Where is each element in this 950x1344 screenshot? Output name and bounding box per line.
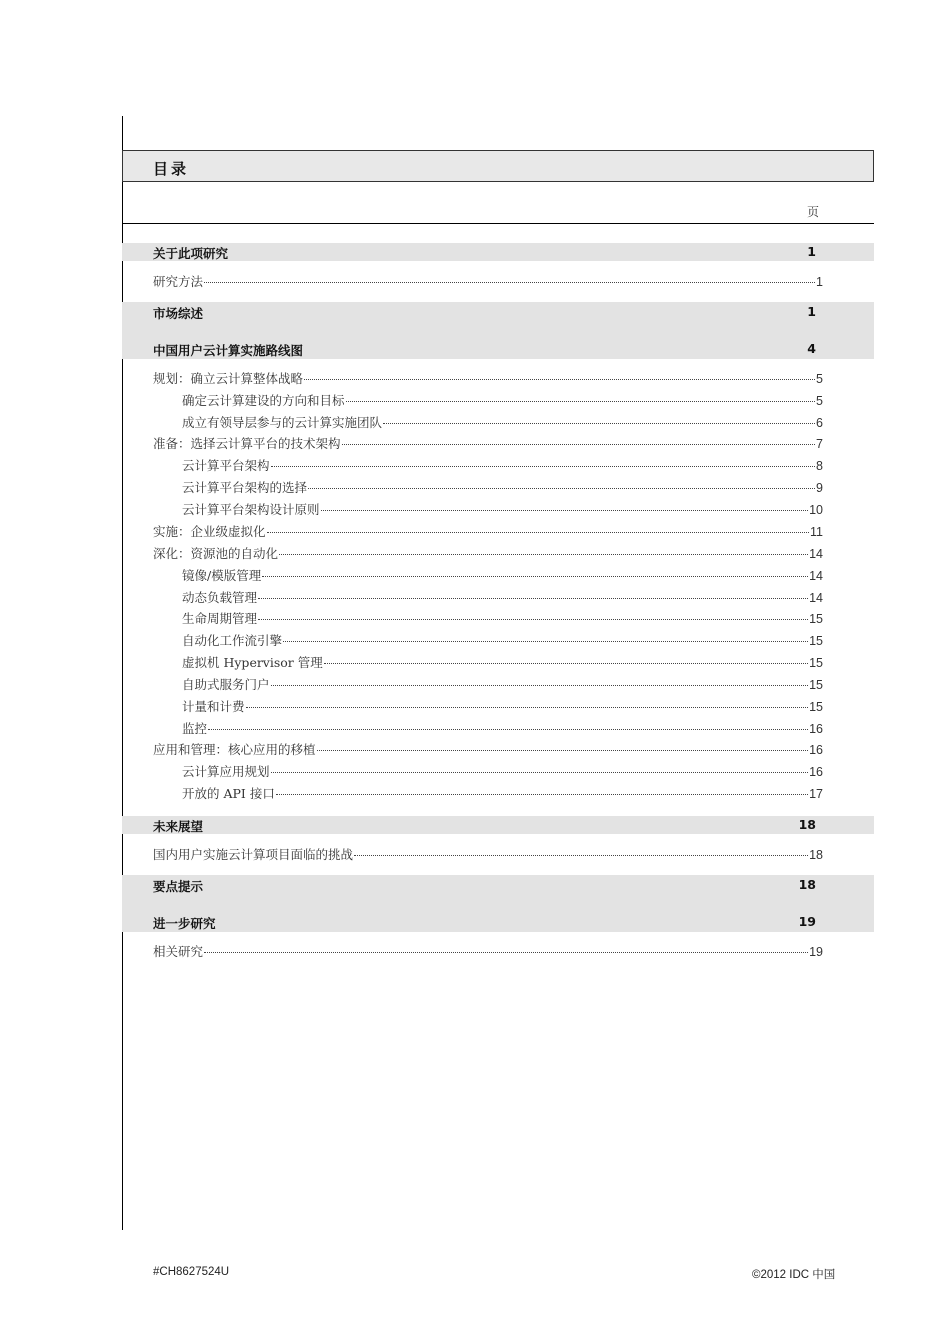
toc-section-label: 关于此项研究 (153, 246, 229, 261)
toc-entry[interactable] (153, 845, 823, 863)
leader-dots (276, 794, 808, 795)
leader-dots (271, 772, 809, 773)
toc-section[interactable] (153, 877, 816, 895)
toc-entry-page: 18 (809, 848, 823, 862)
leader-dots (258, 619, 808, 620)
toc-entry-label: 计量和计费 (182, 699, 245, 714)
toc-entry[interactable] (153, 544, 823, 562)
toc-subentry[interactable] (182, 675, 823, 693)
toc-entry-page: 15 (809, 678, 823, 692)
toc-entry-label: 实施：企业级虚拟化 (153, 524, 266, 539)
toc-entry-label: 生命周期管理 (182, 611, 258, 626)
toc-entry-page: 19 (809, 945, 823, 959)
toc-section-page: 1 (807, 304, 816, 319)
toc-section-page: 4 (807, 341, 816, 356)
toc-header-bar (122, 150, 874, 182)
leader-dots (308, 488, 815, 489)
toc-entry-page: 16 (809, 765, 823, 779)
toc-subentry[interactable] (182, 653, 823, 671)
toc-entry-page: 5 (816, 394, 823, 408)
section-band (122, 875, 874, 932)
toc-entry-page: 5 (816, 372, 823, 386)
section-band (122, 243, 874, 261)
leader-dots (258, 598, 808, 599)
toc-subentry[interactable] (182, 456, 823, 474)
toc-entry-label: 开放的 API 接口 (182, 786, 275, 801)
leader-dots (271, 685, 809, 686)
toc-entry-page: 14 (809, 547, 823, 561)
toc-subentry[interactable] (182, 566, 823, 584)
toc-entry[interactable] (153, 434, 823, 452)
toc-entry[interactable] (153, 942, 823, 960)
toc-section[interactable] (153, 341, 816, 359)
toc-entry-page: 15 (809, 700, 823, 714)
toc-entry-label: 镜像/模版管理 (182, 568, 262, 583)
toc-entry[interactable] (153, 369, 823, 387)
toc-entry-label: 应用和管理：核心应用的移植 (153, 742, 316, 757)
toc-subentry[interactable] (182, 500, 823, 518)
left-margin-rule (122, 116, 123, 1230)
toc-subentry[interactable] (182, 391, 823, 409)
toc-entry-page: 15 (809, 634, 823, 648)
toc-entry-page: 16 (809, 743, 823, 757)
toc-section[interactable] (153, 244, 816, 262)
toc-entry-label: 动态负载管理 (182, 590, 258, 605)
toc-entry-label: 规划：确立云计算整体战略 (153, 371, 304, 386)
toc-section-label: 要点提示 (153, 879, 204, 894)
toc-subentry[interactable] (182, 762, 823, 780)
leader-dots (283, 641, 808, 642)
leader-dots (321, 510, 809, 511)
copyright: ©2012 IDC 中国 (752, 1269, 836, 1281)
toc-entry-label: 确定云计算建设的方向和目标 (182, 393, 345, 408)
toc-entry-label: 自助式服务门户 (182, 677, 270, 692)
toc-subentry[interactable] (182, 413, 823, 431)
toc-subentry[interactable] (182, 631, 823, 649)
toc-entry[interactable] (153, 522, 823, 540)
toc-section-page: 1 (807, 244, 816, 259)
toc-entry-page: 9 (816, 481, 823, 495)
toc-entry-label: 云计算平台架构 (182, 458, 270, 473)
leader-dots (204, 282, 815, 283)
leader-dots (317, 750, 809, 751)
section-band (122, 302, 874, 359)
toc-entry-page: 17 (809, 787, 823, 801)
toc-entry-label: 成立有领导层参与的云计算实施团队 (182, 415, 383, 430)
toc-entry-page: 15 (809, 656, 823, 670)
toc-entry-label: 云计算平台架构设计原则 (182, 502, 320, 517)
leader-dots (342, 444, 816, 445)
toc-entry[interactable] (153, 272, 823, 290)
toc-subentry[interactable] (182, 588, 823, 606)
toc-entry-label: 研究方法 (153, 274, 204, 289)
toc-entry-page: 10 (809, 503, 823, 517)
toc-section-page: 18 (798, 877, 816, 892)
toc-entry-page: 6 (816, 416, 823, 430)
toc-entry-label: 监控 (182, 721, 208, 736)
toc-entry-page: 11 (810, 525, 823, 539)
page-column-header: 页 (807, 205, 820, 219)
toc-section-label: 未来展望 (153, 819, 204, 834)
toc-section-label: 进一步研究 (153, 916, 216, 931)
leader-dots (208, 729, 808, 730)
toc-entry[interactable] (153, 740, 823, 758)
leader-dots (324, 663, 808, 664)
toc-entry-label: 虚拟机 Hypervisor 管理 (182, 655, 323, 670)
toc-entry-page: 16 (809, 722, 823, 736)
toc-entry-page: 7 (816, 437, 823, 451)
toc-section-label: 市场综述 (153, 306, 204, 321)
toc-entry-label: 国内用户实施云计算项目面临的挑战 (153, 847, 354, 862)
toc-section-label: 中国用户云计算实施路线图 (153, 343, 304, 358)
leader-dots (304, 379, 815, 380)
toc-entry-label: 相关研究 (153, 944, 204, 959)
toc-entry-label: 云计算平台架构的选择 (182, 480, 308, 495)
toc-subentry[interactable] (182, 697, 823, 715)
section-band (122, 816, 874, 834)
toc-entry-label: 云计算应用规划 (182, 764, 270, 779)
leader-dots (271, 466, 816, 467)
toc-subentry[interactable] (182, 609, 823, 627)
page-title: 目录 (153, 160, 190, 178)
leader-dots (279, 554, 808, 555)
toc-subentry[interactable] (182, 784, 823, 802)
header-divider (122, 223, 874, 224)
leader-dots (262, 576, 808, 577)
document-id: #CH8627524U (153, 1266, 230, 1278)
leader-dots (267, 532, 810, 533)
toc-section-page: 18 (798, 817, 816, 832)
toc-entry-page: 8 (816, 459, 823, 473)
leader-dots (346, 401, 816, 402)
toc-entry-page: 14 (809, 569, 823, 583)
toc-section[interactable] (153, 817, 816, 835)
toc-entry-page: 14 (809, 591, 823, 605)
toc-subentry[interactable] (182, 719, 823, 737)
toc-subentry[interactable] (182, 478, 823, 496)
toc-entry-label: 深化：资源池的自动化 (153, 546, 279, 561)
toc-entry-label: 自动化工作流引擎 (182, 633, 283, 648)
toc-entry-page: 1 (816, 275, 823, 289)
leader-dots (246, 707, 809, 708)
leader-dots (204, 952, 808, 953)
leader-dots (383, 423, 815, 424)
toc-section-page: 19 (798, 914, 816, 929)
toc-entry-page: 15 (809, 612, 823, 626)
leader-dots (354, 855, 808, 856)
toc-section[interactable] (153, 914, 816, 932)
toc-section[interactable] (153, 304, 816, 322)
toc-entry-label: 准备：选择云计算平台的技术架构 (153, 436, 341, 451)
